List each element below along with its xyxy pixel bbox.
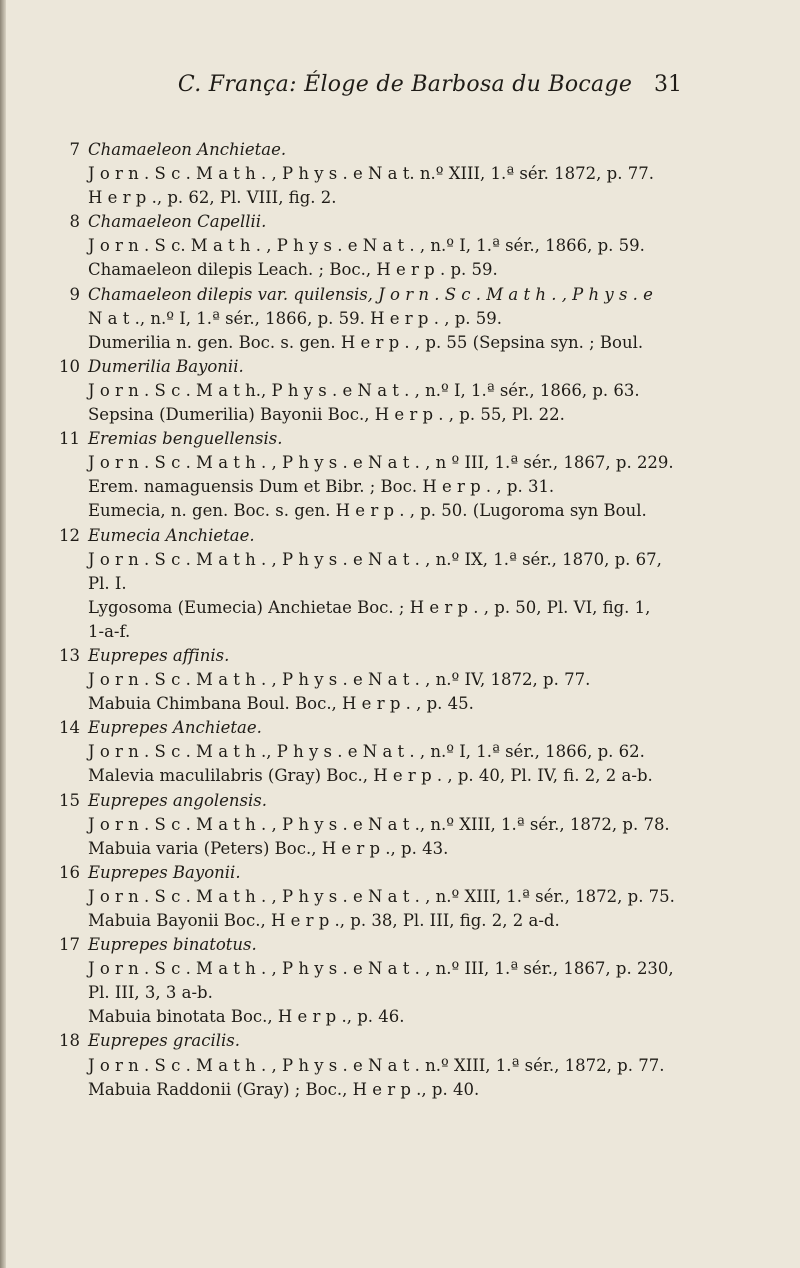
entry-reference-line: Mabuia binotata Boc., H e r p ., p. 46.: [88, 1007, 405, 1027]
entry-reference-line: J o r n . S c . M a t h . , P h y s . e N a t . , n.º IV, 1872, p. 77.: [88, 670, 591, 690]
entry-reference-line: Mabuia Raddonii (Gray) ; Boc., H e r p ., p. 40.: [88, 1079, 480, 1099]
entry-reference-line: Sepsina (Dumerilia) Bayonii Boc., H e r p . , p. 55, Pl. 22.: [88, 405, 565, 425]
species-entry: [0, 283, 800, 355]
species-entry: [0, 1029, 800, 1101]
species-entry: [0, 716, 800, 788]
species-entry: [0, 861, 800, 933]
entry-species-name: Chamaeleon dilepis var. quilensis, J o r n . S c . M a t h . , P h y s . e: [88, 284, 653, 304]
entry-species-name: Euprepes binatotus.: [88, 935, 257, 955]
species-entry: [0, 933, 800, 1029]
species-list: [0, 138, 800, 1102]
entry-number: 9: [69, 284, 80, 304]
entry-number: 11: [59, 429, 80, 449]
entry-reference-line: Erem. namaguensis Dum et Bibr. ; Boc. H e r p . , p. 31.: [88, 477, 555, 497]
species-entry: [0, 644, 800, 716]
entry-species-name: Euprepes Bayonii.: [88, 862, 241, 882]
entry-reference-line: J o r n . S c. M a t h . , P h y s . e N a t . , n.º I, 1.ª sér., 1866, p. 59.: [88, 236, 645, 256]
entry-reference-line: H e r p ., p. 62, Pl. VIII, fig. 2.: [88, 188, 337, 208]
species-entry: [0, 789, 800, 861]
entry-reference-line: J o r n . S c . M a t h . , P h y s . e N a t . , n.º XIII, 1.ª sér., 1872, p. 75.: [88, 886, 675, 906]
entry-reference-line: Mabuia Chimbana Boul. Boc., H e r p . , p. 45.: [88, 694, 474, 714]
entry-reference-line: Dumerilia n. gen. Boc. s. gen. H e r p . , p. 55 (Sepsina syn. ; Boul.: [88, 332, 644, 352]
species-entry: [0, 138, 800, 210]
entry-number: 8: [69, 212, 80, 232]
entry-number: 7: [69, 140, 80, 159]
entry-species-name: Eumecia Anchietae.: [88, 525, 255, 545]
entry-species-name: Euprepes Anchietae.: [88, 718, 262, 738]
entry-reference-line: J o r n . S c . M a t h . , P h y s . e N a t. n.º XIII, 1.ª sér. 1872, p. 77.: [88, 164, 654, 184]
running-header: [0, 72, 800, 112]
entry-species-name: Eremias benguellensis.: [88, 429, 283, 449]
species-entry: [0, 427, 800, 523]
entry-reference-line: J o r n . S c . M a t h . , P h y s . e N a t ., n.º XIII, 1.ª sér., 1872, p. 78.: [88, 814, 670, 834]
entry-species-name: Chamaeleon Anchietae.: [88, 140, 287, 159]
entry-number: 10: [59, 356, 80, 376]
entry-reference-line: J o r n . S c . M a t h . , P h y s . e N a t . , n º III, 1.ª sér., 1867, p. 229.: [88, 453, 674, 473]
entry-number: 17: [59, 935, 80, 955]
entry-reference-line: Mabuia varia (Peters) Boc., H e r p ., p. 43.: [88, 838, 449, 858]
species-entry: [0, 524, 800, 644]
entry-species-name: Dumerilia Bayonii.: [88, 356, 244, 376]
species-entry: [0, 355, 800, 427]
entry-species-name: Euprepes gracilis.: [88, 1031, 240, 1051]
entry-number: 14: [59, 718, 80, 738]
entry-reference-line: J o r n . S c . M a t h . , P h y s . e N a t . , n.º III, 1.ª sér., 1867, p. 230,: [88, 959, 674, 979]
entry-reference-line: Pl. III, 3, 3 a-b.: [88, 983, 213, 1003]
entry-number: 12: [59, 525, 80, 545]
entry-number: 13: [59, 645, 80, 665]
entry-reference-line: N a t ., n.º I, 1.ª sér., 1866, p. 59. H e r p . , p. 59.: [88, 308, 502, 328]
entry-reference-line: J o r n . S c . M a t h., P h y s . e N a t . , n.º I, 1.ª sér., 1866, p. 63.: [88, 380, 640, 400]
entry-species-name: Euprepes affinis.: [88, 645, 230, 665]
entry-reference-line: Mabuia Bayonii Boc., H e r p ., p. 38, Pl. III, fig. 2, 2 a-d.: [88, 911, 560, 930]
species-entry: [0, 210, 800, 282]
entry-number: 16: [59, 862, 80, 882]
entry-reference-line: 1-a-f.: [88, 621, 131, 641]
entry-reference-line: Chamaeleon dilepis Leach. ; Boc., H e r p . p. 59.: [88, 260, 498, 280]
entry-reference-line: J o r n . S c . M a t h ., P h y s . e N a t . , n.º I, 1.ª sér., 1866, p. 62.: [88, 742, 645, 762]
page-number: 31: [654, 72, 682, 97]
entry-reference-line: Malevia maculilabris (Gray) Boc., H e r p . , p. 40, Pl. IV, fi. 2, 2 a-b.: [88, 766, 653, 786]
entry-species-name: Chamaeleon Capellii.: [88, 212, 267, 232]
entry-reference-line: Eumecia, n. gen. Boc. s. gen. H e r p . , p. 50. (Lugoroma syn Boul.: [88, 501, 647, 521]
entry-number: 15: [59, 790, 80, 810]
entry-reference-line: J o r n . S c . M a t h . , P h y s . e N a t . n.º XIII, 1.ª sér., 1872, p. 77.: [88, 1055, 665, 1075]
entry-reference-line: Lygosoma (Eumecia) Anchietae Boc. ; H e r p . , p. 50, Pl. VI, fig. 1,: [88, 597, 651, 617]
running-title: C. França: Éloge de Barbosa du Bocage: [177, 72, 633, 97]
entry-species-name: Euprepes angolensis.: [88, 790, 268, 810]
entry-reference-line: J o r n . S c . M a t h . , P h y s . e N a t . , n.º IX, 1.ª sér., 1870, p. 67,: [88, 549, 662, 569]
entry-number: 18: [59, 1031, 80, 1051]
entry-reference-line: Pl. I.: [88, 573, 127, 593]
